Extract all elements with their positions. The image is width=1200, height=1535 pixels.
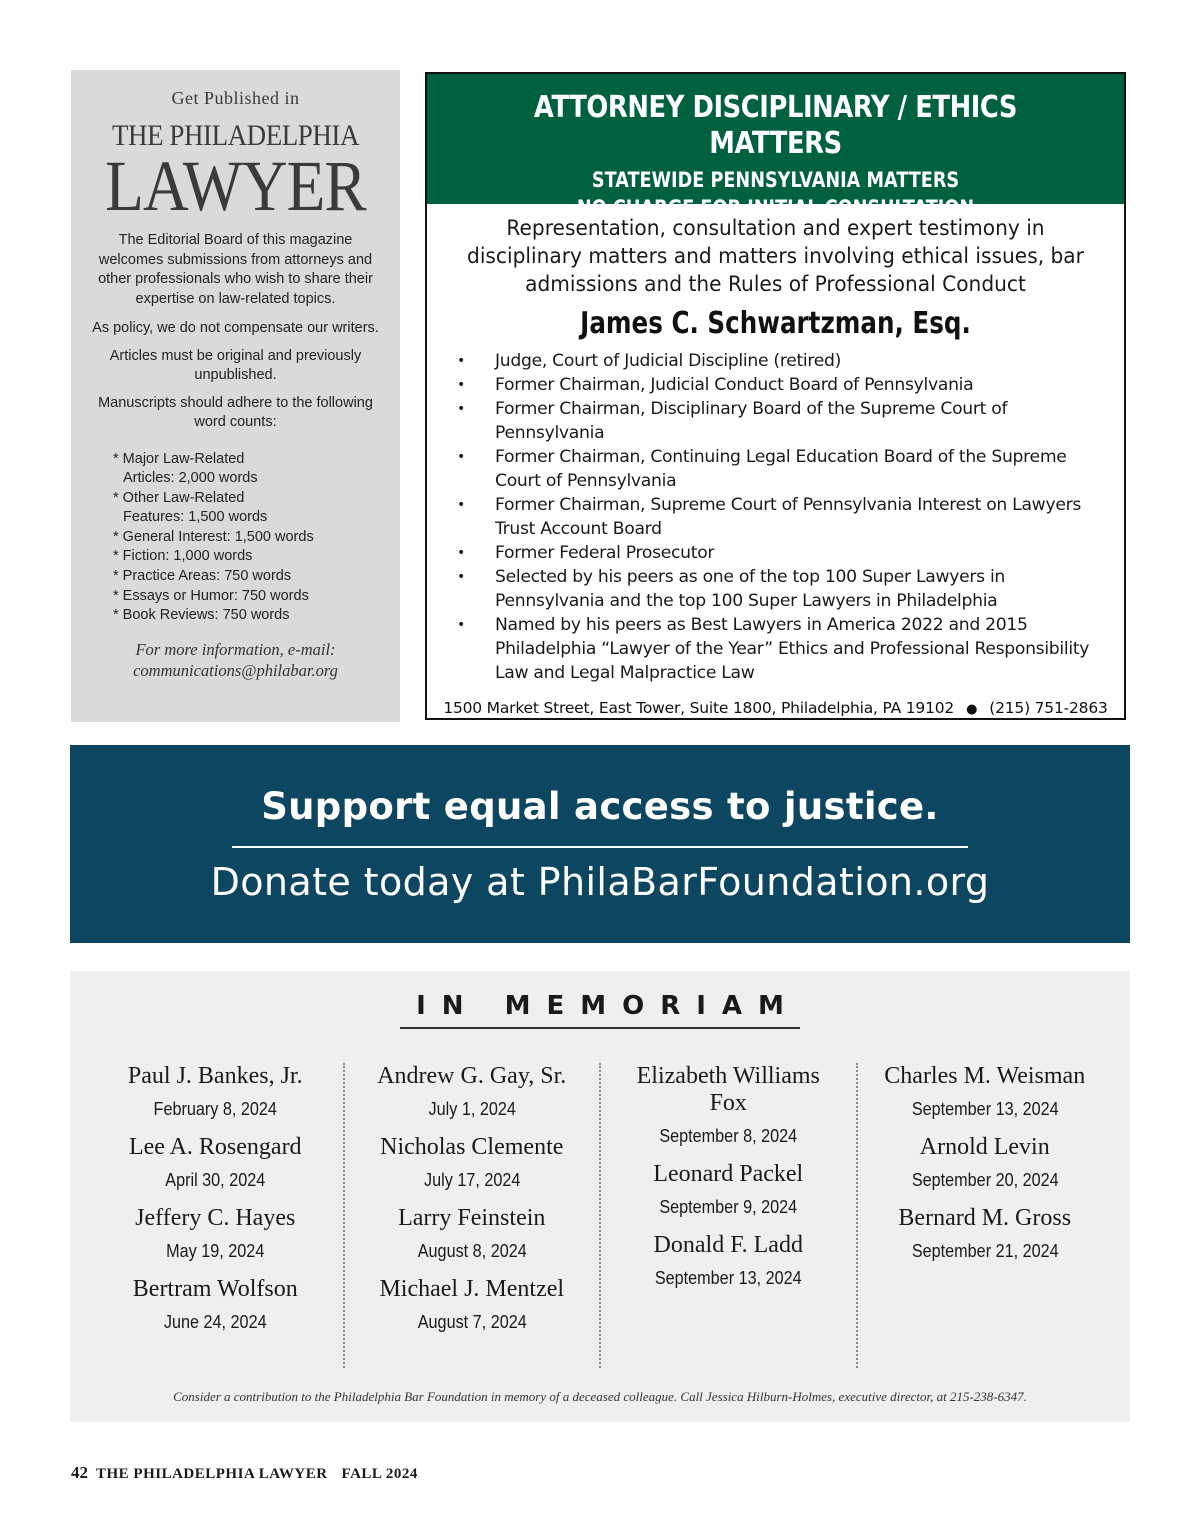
list-item: * Fiction: 1,000 words: [113, 548, 253, 565]
attorney-ad-description: Representation, consultation and expert testimony in disciplinary matters and matters involving ethical issues, bar admissions and the Rules of Professional Conduct: [467, 216, 1084, 296]
date-of-death: May 19, 2024: [166, 1241, 265, 1261]
list-item: * Major Law-Related Articles: 2,000 words: [113, 450, 258, 487]
memoriam-entry: [88, 1205, 343, 1262]
deceased-name: Paul J. Bankes, Jr.: [127, 1063, 303, 1089]
page-footer: [71, 1463, 418, 1483]
masthead-top: THE PHILADELPHIA: [111, 119, 360, 152]
attorney-ad-subhead-1: STATEWIDE PENNSYLVANIA MATTERS: [591, 168, 960, 192]
deceased-name: Leonard Packel: [653, 1161, 804, 1187]
publish-manuscripts: Manuscripts should adhere to the following word counts:: [98, 394, 373, 430]
attorney-name: James C. Schwartzman, Esq.: [580, 306, 971, 341]
list-item: • Former Chairman, Continuing Legal Education Board of the Supreme Court of Pennsylvania: [457, 445, 1096, 493]
memoriam-entry: [601, 1161, 856, 1218]
date-of-death: August 7, 2024: [417, 1312, 527, 1332]
publish-original: Articles must be original and previously unpublished.: [109, 347, 362, 383]
deceased-name: Jeffery C. Hayes: [135, 1205, 296, 1231]
list-item: • Former Federal Prosecutor: [457, 541, 1096, 565]
date-of-death: September 13, 2024: [911, 1099, 1059, 1119]
memoriam-entry: [601, 1232, 856, 1289]
attorney-ad-headline: ATTORNEY DISCIPLINARY / ETHICS MATTERS: [533, 90, 1018, 161]
date-of-death: August 8, 2024: [417, 1241, 527, 1261]
email-link[interactable]: communications@philabar.org: [133, 660, 338, 680]
attorney-phone: (215) 751-2863: [989, 699, 1108, 717]
list-item: • Named by his peers as Best Lawyers in America 2022 and 2015 Philadelphia “Lawyer of the Year” Ethics and Professional Responsibility Law and Legal Malpractice Law: [457, 613, 1096, 685]
deceased-name: Donald F. Ladd: [653, 1232, 803, 1258]
donate-banner: [70, 745, 1130, 943]
deceased-name: Bertram Wolfson: [132, 1276, 298, 1302]
deceased-name: Michael J. Mentzel: [379, 1276, 565, 1302]
list-item: • Judge, Court of Judicial Discipline (retired): [457, 349, 1096, 373]
date-of-death: July 17, 2024: [423, 1170, 520, 1190]
date-of-death: April 30, 2024: [165, 1170, 266, 1190]
deceased-name: Arnold Levin: [919, 1134, 1050, 1160]
memoriam-entry: [88, 1276, 343, 1333]
deceased-name: Larry Feinstein: [398, 1205, 546, 1231]
date-of-death: September 13, 2024: [654, 1268, 802, 1288]
memoriam-entry: [88, 1134, 343, 1191]
list-item: * Practice Areas: 750 words: [113, 568, 292, 585]
memoriam-column: [599, 1063, 856, 1368]
attorney-ad: [425, 72, 1126, 720]
memoriam-entry: [88, 1063, 343, 1120]
date-of-death: June 24, 2024: [163, 1312, 267, 1332]
memoriam-entry: [345, 1134, 600, 1191]
memoriam-column: [343, 1063, 600, 1368]
footer-magazine-title: THE PHILADELPHIA LAWYER: [96, 1466, 328, 1482]
more-info-label: For more information, e-mail:: [135, 639, 336, 659]
list-item: • Selected by his peers as one of the top 100 Super Lawyers in Pennsylvania and the top 100 Super Lawyers in Philadelphia: [457, 565, 1096, 613]
memoriam-entry: [345, 1276, 600, 1333]
memoriam-column: [856, 1063, 1113, 1368]
memoriam-note: Consider a contribution to the Philadelphia Bar Foundation in memory of a deceased colleague. Call Jessica Hilburn-Holmes, executive director, at 215-238-6347.: [173, 1389, 1027, 1404]
memoriam-entry: [345, 1063, 600, 1120]
memoriam-title: [70, 991, 1130, 1029]
attorney-contact: [427, 699, 1124, 717]
list-item: * Book Reviews: 750 words: [113, 607, 290, 624]
list-item: • Former Chairman, Supreme Court of Pennsylvania Interest on Lawyers Trust Account Board: [457, 493, 1096, 541]
footer-issue: FALL 2024: [341, 1466, 418, 1482]
credentials-list: [457, 349, 1096, 685]
list-item: • Former Chairman, Disciplinary Board of the Supreme Court of Pennsylvania: [457, 397, 1096, 445]
publish-intro: The Editorial Board of this magazine welcomes submissions from attorneys and other professionals who wish to share their expertise on law-related topics.: [98, 232, 373, 307]
date-of-death: September 9, 2024: [659, 1197, 798, 1217]
publish-kicker: Get Published in: [171, 88, 300, 108]
memoriam-columns: [88, 1063, 1112, 1368]
donate-banner-link[interactable]: Donate today at PhilaBarFoundation.org: [210, 860, 990, 904]
donate-banner-title: Support equal access to justice.: [261, 785, 939, 828]
date-of-death: September 8, 2024: [659, 1126, 798, 1146]
memoriam-entry: [601, 1063, 856, 1147]
memoriam-entry: [858, 1063, 1113, 1120]
more-info: [71, 639, 400, 681]
divider: [232, 846, 968, 848]
date-of-death: September 21, 2024: [911, 1241, 1059, 1261]
list-item: * Essays or Humor: 750 words: [113, 587, 309, 604]
deceased-name: Lee A. Rosengard: [128, 1134, 302, 1160]
deceased-name: Charles M. Weisman: [884, 1063, 1086, 1089]
list-item: • Former Chairman, Judicial Conduct Board of Pennsylvania: [457, 373, 1096, 397]
memoriam-entry: [858, 1134, 1113, 1191]
deceased-name: Andrew G. Gay, Sr.: [377, 1063, 567, 1089]
attorney-ad-subhead-2: NO CHARGE FOR INITIAL CONSULTATION: [576, 196, 975, 220]
deceased-name: Nicholas Clemente: [380, 1134, 564, 1160]
publish-policy: As policy, we do not compensate our writers.: [92, 320, 379, 336]
date-of-death: September 20, 2024: [911, 1170, 1059, 1190]
deceased-name: Bernard M. Gross: [898, 1205, 1072, 1231]
memoriam-title-text: IN MEMORIAM: [400, 991, 800, 1029]
date-of-death: July 1, 2024: [428, 1099, 516, 1119]
list-item: * Other Law-Related Features: 1,500 words: [113, 489, 268, 526]
attorney-address: 1500 Market Street, East Tower, Suite 1800, Philadelphia, PA 19102: [443, 699, 955, 717]
page-number: 42: [71, 1463, 88, 1482]
memoriam-entry: [858, 1205, 1113, 1262]
bullet-separator-icon: ●: [966, 702, 978, 717]
get-published-box: [71, 70, 400, 722]
date-of-death: February 8, 2024: [153, 1099, 277, 1119]
attorney-ad-header: [427, 74, 1124, 220]
list-item: * General Interest: 1,500 words: [113, 528, 314, 545]
memoriam-column: [88, 1063, 343, 1368]
deceased-name: Elizabeth Williams Fox: [636, 1063, 820, 1116]
word-count-list: [71, 450, 400, 626]
in-memoriam-section: [70, 971, 1130, 1422]
masthead-main: LAWYER: [105, 146, 366, 226]
memoriam-entry: [345, 1205, 600, 1262]
